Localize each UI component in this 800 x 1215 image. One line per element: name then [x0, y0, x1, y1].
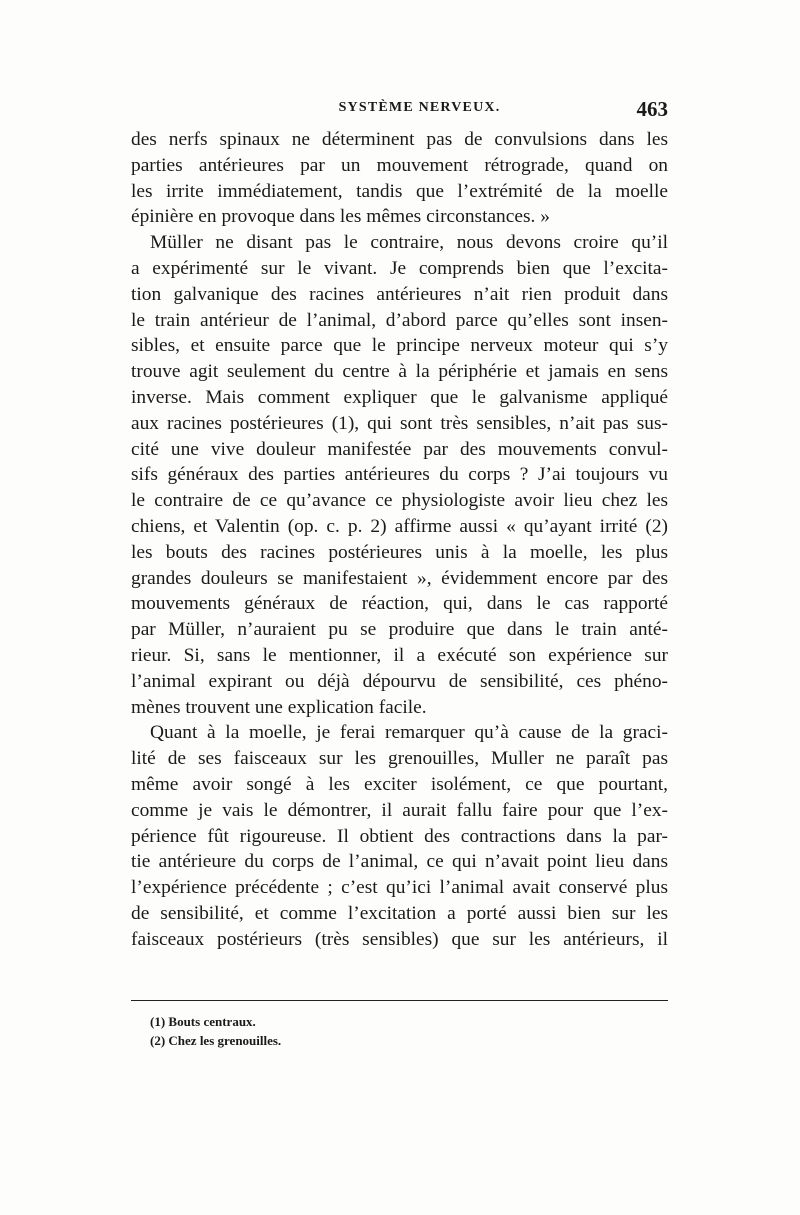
text-line: rieur. Si, sans le mentionner, il a exécuté son expérience sur	[131, 644, 668, 666]
text-line: l’animal expirant ou déjà dépourvu de sensibilité, ces phéno-	[131, 670, 668, 692]
text-line: sifs généraux des parties antérieures du corps ? J’ai toujours vu	[131, 464, 668, 486]
text-line: même avoir songé à les exciter isolément, ce que pourtant,	[131, 773, 668, 795]
text-line: lité de ses faisceaux sur les grenouilles, Muller ne paraît pas	[131, 748, 668, 770]
footnotes	[150, 1012, 670, 1050]
text-line: par Müller, n’auraient pu se produire que dans le train anté-	[131, 619, 668, 641]
text-line: a expérimenté sur le vivant. Je comprends bien que l’excita-	[131, 257, 668, 279]
text-line: trouve agit seulement du centre à la périphérie et jamais en sens	[131, 361, 668, 383]
text-line: des nerfs spinaux ne déterminent pas de convulsions dans les	[131, 129, 668, 150]
text-line: inverse. Mais comment expliquer que le galvanisme appliqué	[131, 386, 668, 408]
text-line: grandes douleurs se manifestaient », évidemment encore par des	[131, 567, 668, 589]
text-line: le contraire de ce qu’avance ce physiologiste avoir lieu chez les	[131, 490, 668, 512]
text-line: Quant à la moelle, je ferai remarquer qu’à cause de la graci-	[150, 722, 668, 744]
text-line: tie antérieure du corps de l’animal, ce qui n’avait point lieu dans	[131, 851, 668, 873]
text-line: les irrite immédiatement, tandis que l’extrémité de la moelle	[131, 180, 668, 202]
body-text	[131, 127, 668, 953]
text-line: chiens, et Valentin (op. c. p. 2) affirme aussi « qu’ayant irrité (2)	[131, 515, 668, 537]
text-line: l’expérience précédente ; c’est qu’ici l’animal avait conservé plus	[131, 877, 668, 899]
running-head	[131, 97, 668, 126]
text-line: de sensibilité, et comme l’excitation a porté aussi bien sur les	[131, 902, 668, 924]
text-line: cité une vive douleur manifestée par des mouvements convul-	[131, 438, 668, 460]
text-line: Müller ne disant pas le contraire, nous devons croire qu’il	[150, 232, 668, 254]
text-line: aux racines postérieures (1), qui sont très sensibles, n’ait pas sus-	[131, 412, 668, 434]
text-line: épinière en provoque dans les mêmes circonstances. »	[131, 206, 550, 228]
footnote: (2) Chez les grenouilles.	[150, 1033, 282, 1048]
text-line: comme je vais le démontrer, il aurait fallu faire pour que l’ex-	[131, 799, 668, 821]
text-line: le train antérieur de l’animal, d’abord parce qu’elles sont insen-	[131, 309, 668, 331]
text-line: mouvements généraux de réaction, qui, dans le cas rapporté	[131, 593, 668, 615]
text-line: périence fût rigoureuse. Il obtient des contractions dans la par-	[131, 825, 668, 847]
text-line: mènes trouvent une explication facile.	[131, 696, 427, 718]
paragraph	[131, 720, 668, 952]
footnote-rule	[131, 1000, 668, 1001]
text-line: sibles, et ensuite parce que le principe nerveux moteur qui s’y	[131, 335, 668, 357]
paragraph	[131, 230, 668, 720]
text-line: tion galvanique des racines antérieures n’ait rien produit dans	[131, 283, 668, 305]
text-line: parties antérieures par un mouvement rétrograde, quand on	[131, 154, 668, 176]
text-line: les bouts des racines postérieures unis à la moelle, les plus	[131, 541, 668, 563]
text-line: faisceaux postérieurs (très sensibles) que sur les antérieurs, il	[131, 928, 668, 950]
footnote: (1) Bouts centraux.	[150, 1014, 256, 1029]
paragraph	[131, 127, 668, 230]
running-title: SYSTÈME NERVEUX.	[338, 100, 501, 115]
page-number: 463	[636, 97, 668, 121]
